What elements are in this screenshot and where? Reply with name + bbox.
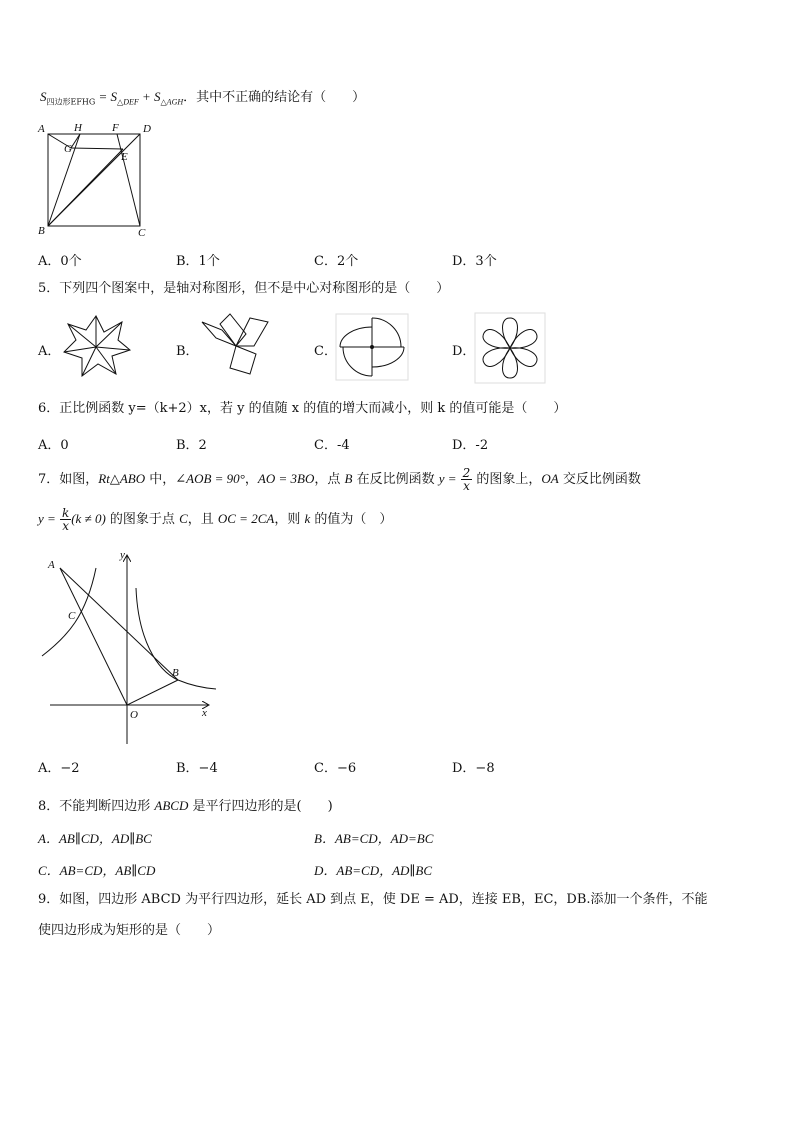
q7-label-b: B: [172, 667, 179, 679]
q4-sub1: 四边形EFHG: [46, 97, 96, 107]
q4-option-b[interactable]: B．1个: [176, 254, 220, 269]
q4-square-figure: [34, 120, 164, 240]
q5-option-b-figure: [198, 312, 274, 378]
q7-option-a[interactable]: A．−2: [38, 761, 80, 776]
q7-l1b: Rt△ABO: [98, 471, 146, 486]
q7-l1f: AO = 3BO: [257, 471, 315, 486]
q7-l1e: ，: [244, 472, 258, 487]
q7-fraction-1: [461, 467, 473, 492]
q7-label-c: C: [68, 610, 76, 622]
q7-line2: [38, 506, 392, 533]
q4-sub2: △DEF: [117, 97, 139, 107]
q4-label-e: E: [121, 151, 128, 163]
q4-label-h: H: [74, 122, 82, 134]
q7-frac2-num: k: [61, 506, 70, 520]
q7-segment-ao: [60, 568, 127, 705]
q8-option-a[interactable]: A．AB∥CD，AD∥BC: [38, 831, 152, 846]
q7-l2f: OC = 2CA: [217, 511, 275, 526]
q8-stem-c: 是平行四边形的是( ): [188, 799, 333, 814]
q8-option-d[interactable]: D．AB=CD，AD∥BC: [314, 863, 433, 878]
q7-l2c: 的图象于点: [105, 512, 180, 527]
q7-l1j: y =: [438, 471, 457, 486]
q5-option-d-figure: [474, 312, 546, 384]
q9-line2: 使四边形成为矩形的是（ ）: [38, 923, 221, 938]
q7-l1h: B: [344, 471, 353, 486]
q8-stem: [38, 797, 333, 816]
q7-option-d[interactable]: D．−8: [452, 761, 495, 776]
q6-option-c[interactable]: C．-4: [314, 438, 350, 453]
q7-l2d: C: [179, 511, 188, 526]
q4-label-c: C: [138, 227, 146, 239]
q7-l2h: k: [304, 511, 311, 526]
q7-option-c[interactable]: C．−6: [314, 761, 357, 776]
q7-graph-figure: [38, 548, 228, 748]
q7-l2b: (k ≠ 0): [71, 511, 106, 526]
q4-label-f: F: [112, 122, 119, 134]
q4-label-g: G: [64, 143, 72, 155]
q7-frac1-num: 2: [462, 466, 471, 480]
q6-option-d[interactable]: D．-2: [452, 438, 489, 453]
q7-segment-ab: [60, 568, 178, 680]
q5-stem: 5．下列四个图案中，是轴对称图形，但不是中心对称图形的是（ ）: [38, 281, 450, 296]
q7-l1i: 在反比例函数: [352, 472, 439, 487]
q6-stem: 6．正比例函数 y=（k+2）x，若 y 的值随 x 的值的增大而减小，则 k 的值可能是（ ）: [38, 401, 567, 416]
q8-option-b[interactable]: B．AB=CD，AD=BC: [314, 831, 434, 846]
q7-l2g: ，则: [274, 512, 305, 527]
q4-label-d: D: [143, 123, 151, 135]
q4-s1: S: [40, 89, 47, 104]
q7-l1k: 的图象上，: [472, 472, 542, 487]
q7-frac1-den: x: [463, 479, 470, 493]
q5-option-b-label[interactable]: B．: [176, 344, 199, 359]
q4-plus: + S: [138, 89, 161, 104]
q7-l2i: 的值为（ ）: [310, 512, 393, 527]
q4-formula-line: [40, 88, 365, 112]
q4-sub3: △AGH: [160, 97, 184, 107]
q7-l1g: ，点: [314, 472, 345, 487]
q7-label-x: x: [202, 707, 207, 719]
q7-label-y: y: [120, 549, 125, 561]
q8-stem-b: ABCD: [154, 798, 189, 813]
q6-option-a[interactable]: A．0: [38, 438, 69, 453]
q7-l1a: 7．如图，: [38, 472, 99, 487]
q8-stem-a: 8．不能判断四边形: [38, 799, 155, 814]
q4-line-bd: [48, 134, 140, 226]
q4-option-a[interactable]: A．0个: [38, 254, 82, 269]
q7-label-o: O: [130, 709, 138, 721]
q5-option-c-figure: [334, 312, 410, 382]
q7-l1d: ∠AOB = 90°: [175, 471, 245, 486]
q4-option-c[interactable]: C．2个: [314, 254, 359, 269]
q4-eq: = S: [95, 89, 118, 104]
q5-option-a-figure: [58, 312, 134, 382]
q6-option-b[interactable]: B．2: [176, 438, 207, 453]
q7-frac2-den: x: [62, 519, 69, 533]
q7-option-b[interactable]: B．−4: [176, 761, 218, 776]
q4-label-b: B: [38, 225, 45, 237]
q8-option-c[interactable]: C．AB=CD，AB∥CD: [38, 863, 156, 878]
q7-l1m: 交反比例函数: [558, 472, 641, 487]
q7-l2e: ，且: [187, 512, 218, 527]
q7-segment-ob: [127, 680, 178, 705]
q4-line-cf: [117, 134, 140, 226]
q5-option-d-label[interactable]: D．: [452, 344, 476, 359]
q9-line1: 9．如图，四边形 ABCD 为平行四边形，延长 AD 到点 E，使 DE = AD，连接 EB，EC，DB.添加一个条件，不能: [38, 892, 708, 907]
q5-option-a-label[interactable]: A．: [38, 344, 61, 359]
q4-suffix: ．其中不正确的结论有（ ）: [183, 90, 366, 105]
q7-fraction-2: [60, 507, 71, 532]
q7-line1: [38, 466, 641, 493]
q7-label-a: A: [48, 559, 55, 571]
q4-label-a: A: [38, 123, 45, 135]
q7-l1c: 中，: [145, 472, 176, 487]
q4-line-ge: [71, 148, 123, 149]
q4-option-d[interactable]: D．3个: [452, 254, 497, 269]
q7-l1l: OA: [541, 471, 559, 486]
q5-option-c-label[interactable]: C．: [314, 344, 337, 359]
q7-l2a: y =: [38, 511, 56, 526]
